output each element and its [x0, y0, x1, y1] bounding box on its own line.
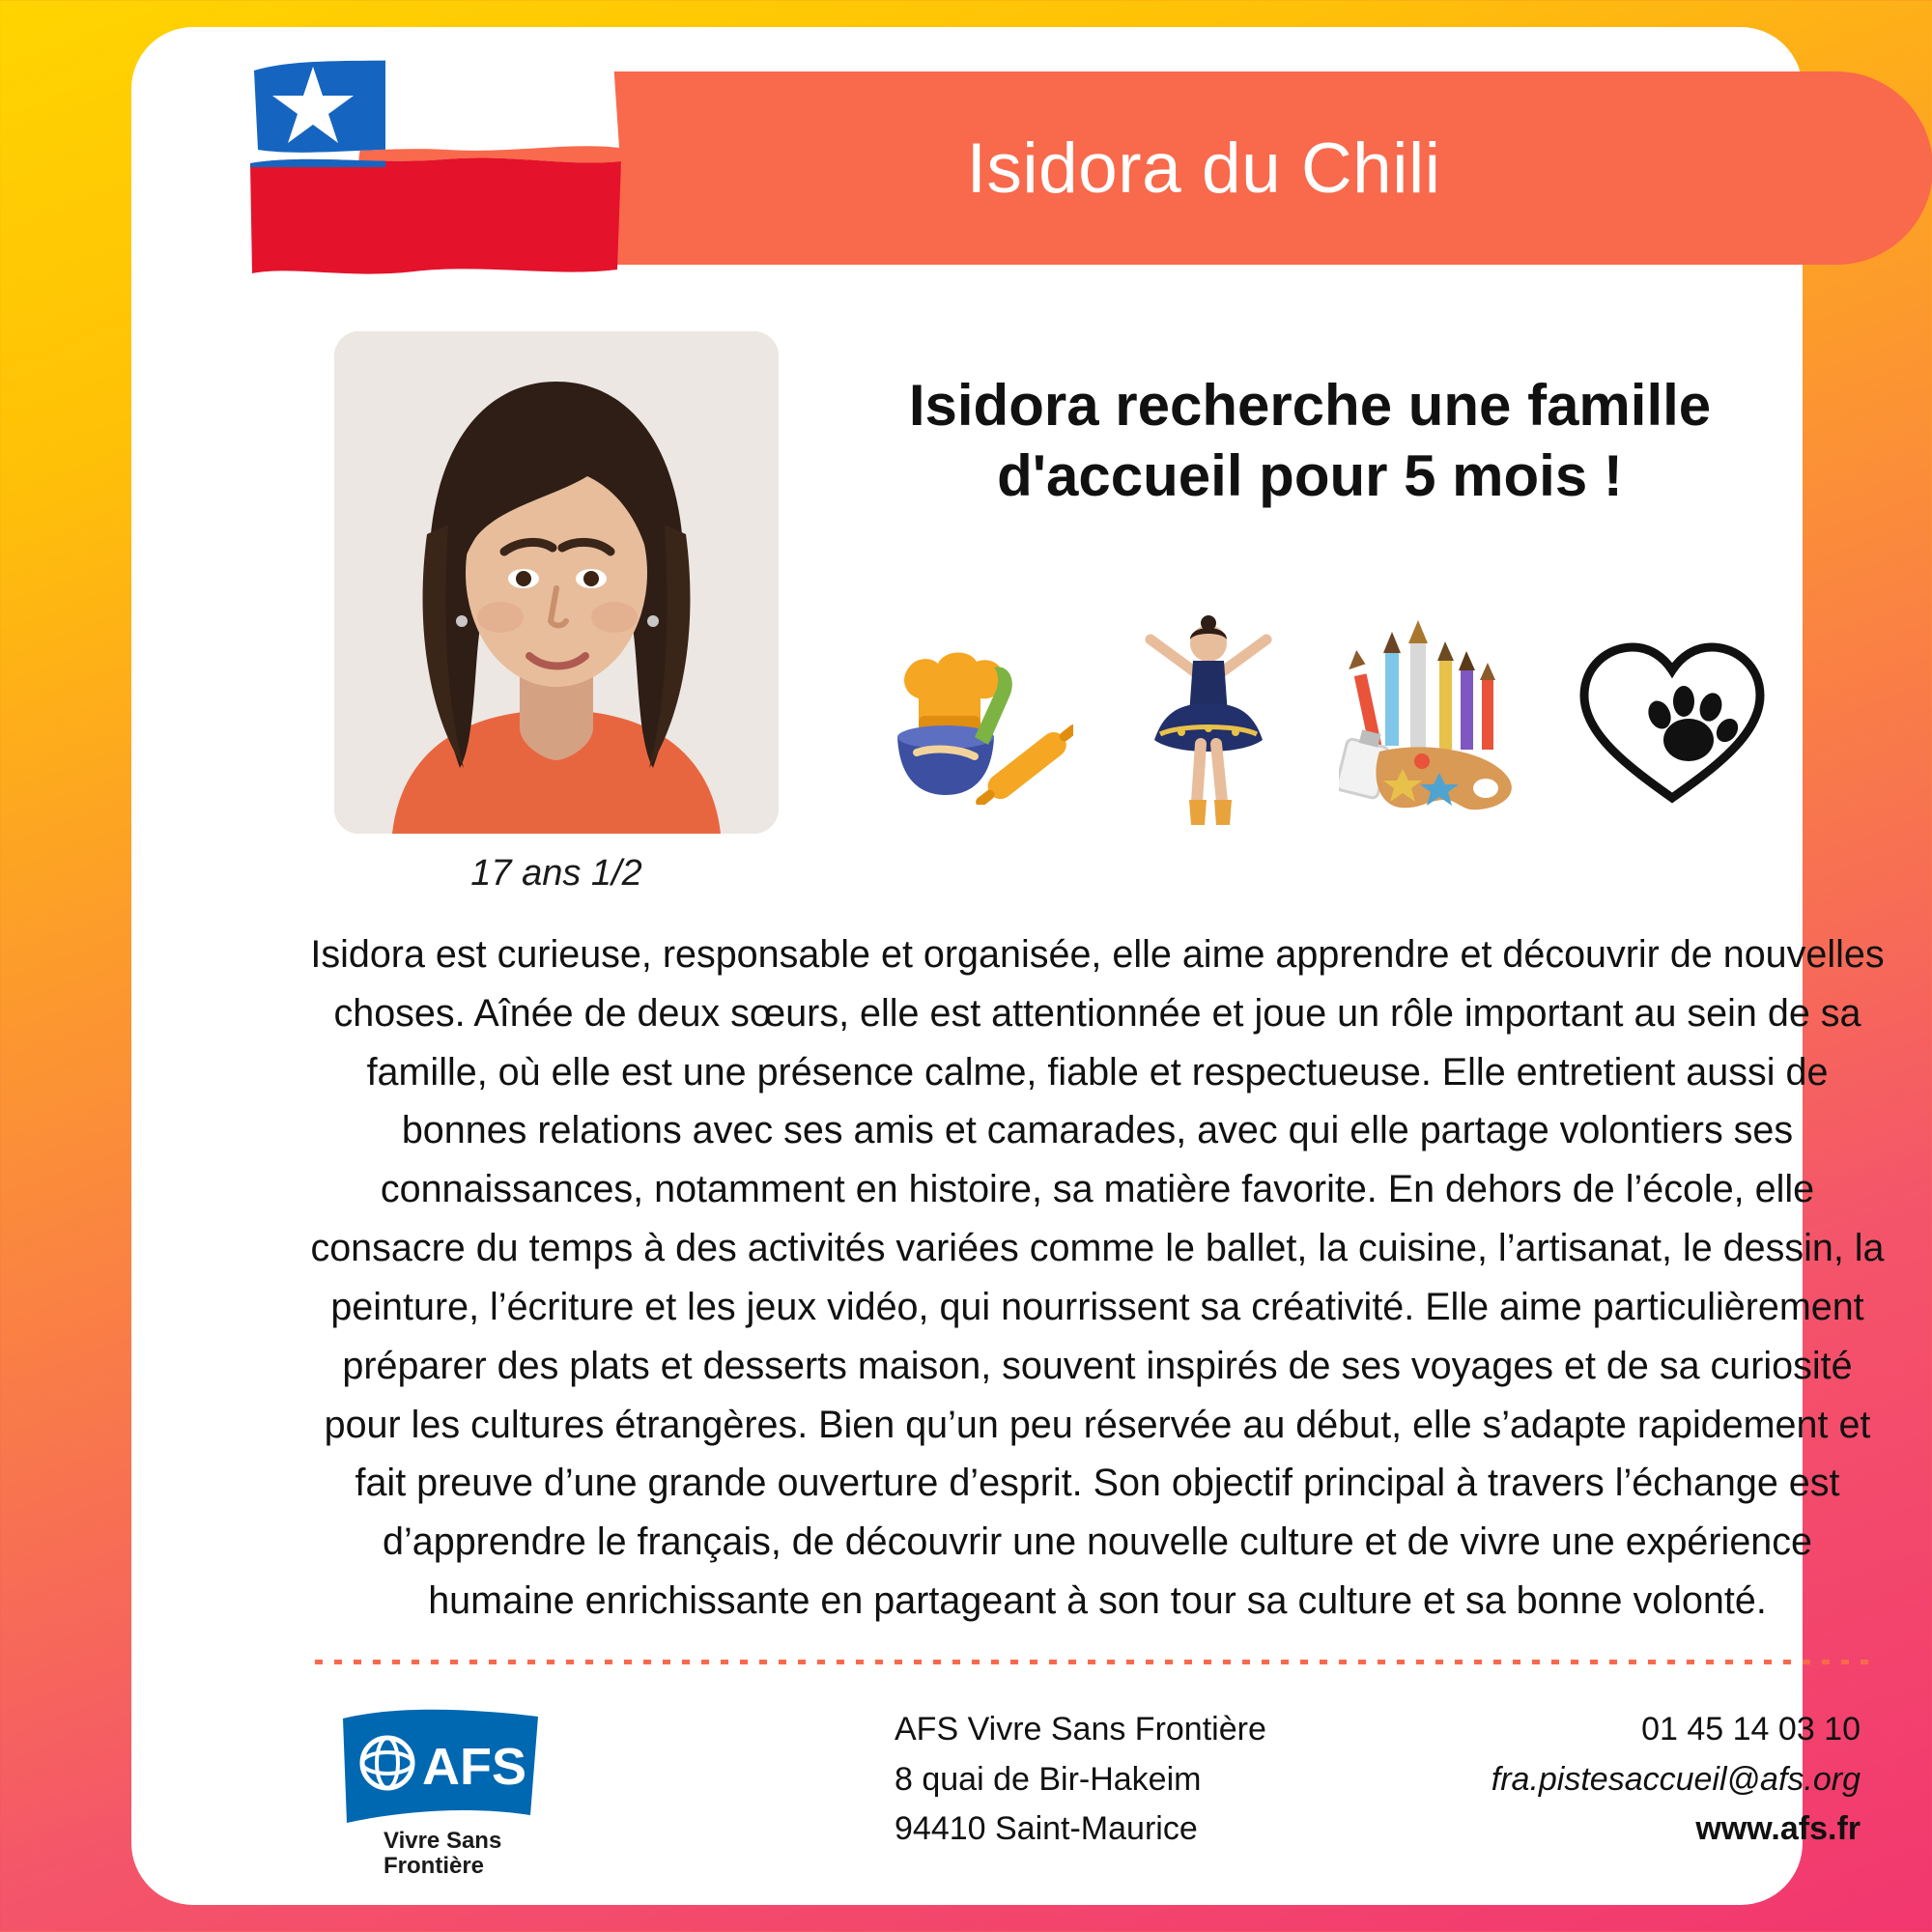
phone-number[interactable]: 01 45 14 03 10: [1641, 1711, 1861, 1747]
afs-logo: [339, 1703, 547, 1882]
logo-tagline-line2: Frontière: [384, 1853, 485, 1879]
org-name: AFS Vivre Sans Frontière: [895, 1711, 1266, 1747]
headline: Isidora recherche une famille d'accueil pour 5 mois !: [908, 373, 1712, 509]
description-text: Isidora est curieuse, responsable et organisée, elle aime apprendre et découvrir de nouvelles choses. Aînée de deux sœurs, elle est attentionnée et joue un rôle important au sein de sa famille, où elle est une présence calme, fiable et respectueuse. Elle entretient aussi de bonnes relations avec ses amis et camarades, avec qui elle partage volontiers ses connaissances, notamment en histoire, sa matière favorite. En dehors de l’école, elle consacre du temps à des activités variées comme le ballet, la cuisine, l’artisanat, le dessin, la peinture, l’écriture et les jeux vidéo, qui nourrissent sa créativité. Elle aime particulièrement préparer des plats et desserts maison, souvent inspirés de ses voyages et de sa curiosité pour les cultures étrangères. Bien qu’un peu réservée au début, elle s’adapte rapidement et fait preuve d’une grande ouverture d’esprit. Son objectif principal à travers l’échange est d’apprendre le français, de découvrir une nouvelle culture et de vivre une expérience humaine enrichissante en partageant à son tour sa culture et sa bonne volonté.: [310, 933, 1885, 1623]
age-label: 17 ans 1/2: [470, 853, 642, 894]
poster-card: [131, 27, 1885, 1905]
art-supplies-icon: [1339, 597, 1542, 838]
heart-paw-icon: [1571, 597, 1774, 838]
footer-divider: [315, 1660, 1880, 1664]
profile-photo-block: [334, 331, 779, 894]
chile-flag-icon: [241, 42, 627, 298]
cooking-icon: [875, 597, 1078, 838]
page-title: Isidora du Chili: [966, 128, 1441, 208]
logo-tagline-line1: Vivre Sans: [384, 1828, 502, 1854]
interests-icon-strip: [875, 587, 1774, 838]
footer: [315, 1693, 1880, 1896]
svg-text:AFS: AFS: [422, 1738, 526, 1796]
website-link[interactable]: www.afs.fr: [1695, 1810, 1861, 1848]
footer-address: [895, 1705, 1266, 1855]
ballet-dancer-icon: [1107, 597, 1310, 838]
footer-contact: [1492, 1705, 1861, 1855]
address-line-1: 8 quai de Bir-Hakeim: [895, 1760, 1202, 1798]
avatar: [334, 331, 779, 834]
email-address[interactable]: fra.pistesaccueil@afs.org: [1491, 1760, 1861, 1798]
address-line-2: 94410 Saint-Maurice: [895, 1810, 1198, 1848]
